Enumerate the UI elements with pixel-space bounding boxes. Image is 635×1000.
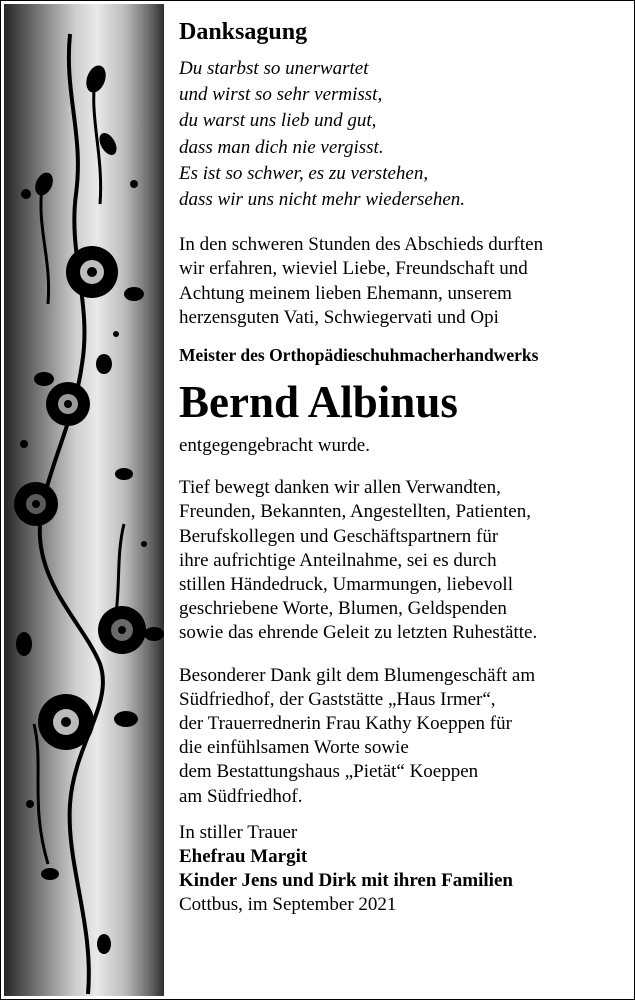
rose-vine-icon <box>4 4 164 996</box>
poem-line: du warst uns lieb und gut, <box>179 110 377 132</box>
special-thanks-line: die einfühlsamen Worte sowie <box>179 737 409 759</box>
place-date: Cottbus, im September 2021 <box>179 894 397 916</box>
closing-intro: In stiller Trauer <box>179 821 298 843</box>
poem-line: und wirst so sehr vermisst, <box>179 84 383 106</box>
poem-line: dass wir uns nicht mehr wiedersehen. <box>179 189 466 211</box>
poem-line: Es ist so schwer, es zu verstehen, <box>179 162 429 184</box>
special-thanks-line: Besonderer Dank gilt dem Blumengeschäft am <box>179 664 536 686</box>
thanks-line: Tief bewegt danken wir allen Verwandten, <box>179 477 501 499</box>
special-thanks-line: der Trauerrednerin Frau Kathy Koeppen für <box>179 713 512 735</box>
intro-line: In den schweren Stunden des Abschieds durften <box>179 234 544 256</box>
intro-line: herzensguten Vati, Schwiegervati und Opi <box>179 306 499 328</box>
intro-paragraph <box>179 233 624 330</box>
special-thanks-line: Südfriedhof, der Gaststätte „Haus Irmer“, <box>179 688 496 710</box>
closing-block <box>179 821 624 918</box>
thanks-line: ihre aufrichtige Anteilnahme, sei es durch <box>179 549 497 571</box>
thanks-line: geschriebene Worte, Blumen, Geldspenden <box>179 598 507 620</box>
decorative-panel <box>4 4 164 996</box>
poem-line: dass man dich nie vergisst. <box>179 136 384 158</box>
thanks-line: Freunden, Bekannten, Angestellten, Patienten, <box>179 501 531 523</box>
signer-wife: Ehefrau Margit <box>179 846 308 868</box>
thanks-line: stillen Händedruck, Umarmungen, liebevoll <box>179 574 513 596</box>
intro-line: Achtung meinem lieben Ehemann, unserem <box>179 282 512 304</box>
signer-children: Kinder Jens und Dirk mit ihren Familien <box>179 870 513 892</box>
special-thanks-line: dem Bestattungshaus „Pietät“ Koeppen <box>179 761 479 783</box>
special-thanks-paragraph <box>179 664 624 809</box>
notice-content <box>179 16 624 918</box>
thanks-line: sowie das ehrende Geleit zu letzten Ruhestätte. <box>179 622 538 644</box>
thanks-paragraph <box>179 476 624 645</box>
memorial-poem <box>179 56 624 213</box>
thanks-line: Berufskollegen und Geschäftspartnern für <box>179 525 499 547</box>
poem-line: Du starbst so unerwartet <box>179 58 369 79</box>
intro-line: wir erfahren, wieviel Liebe, Freundschaft und <box>179 258 528 280</box>
deceased-name: Bernd Albinus <box>179 377 458 428</box>
after-name-line: entgegengebracht wurde. <box>179 435 370 457</box>
profession-title: Meister des Orthopädieschuhmacherhandwerks <box>179 345 539 366</box>
special-thanks-line: am Südfriedhof. <box>179 785 303 807</box>
notice-heading: Danksagung <box>179 19 308 45</box>
